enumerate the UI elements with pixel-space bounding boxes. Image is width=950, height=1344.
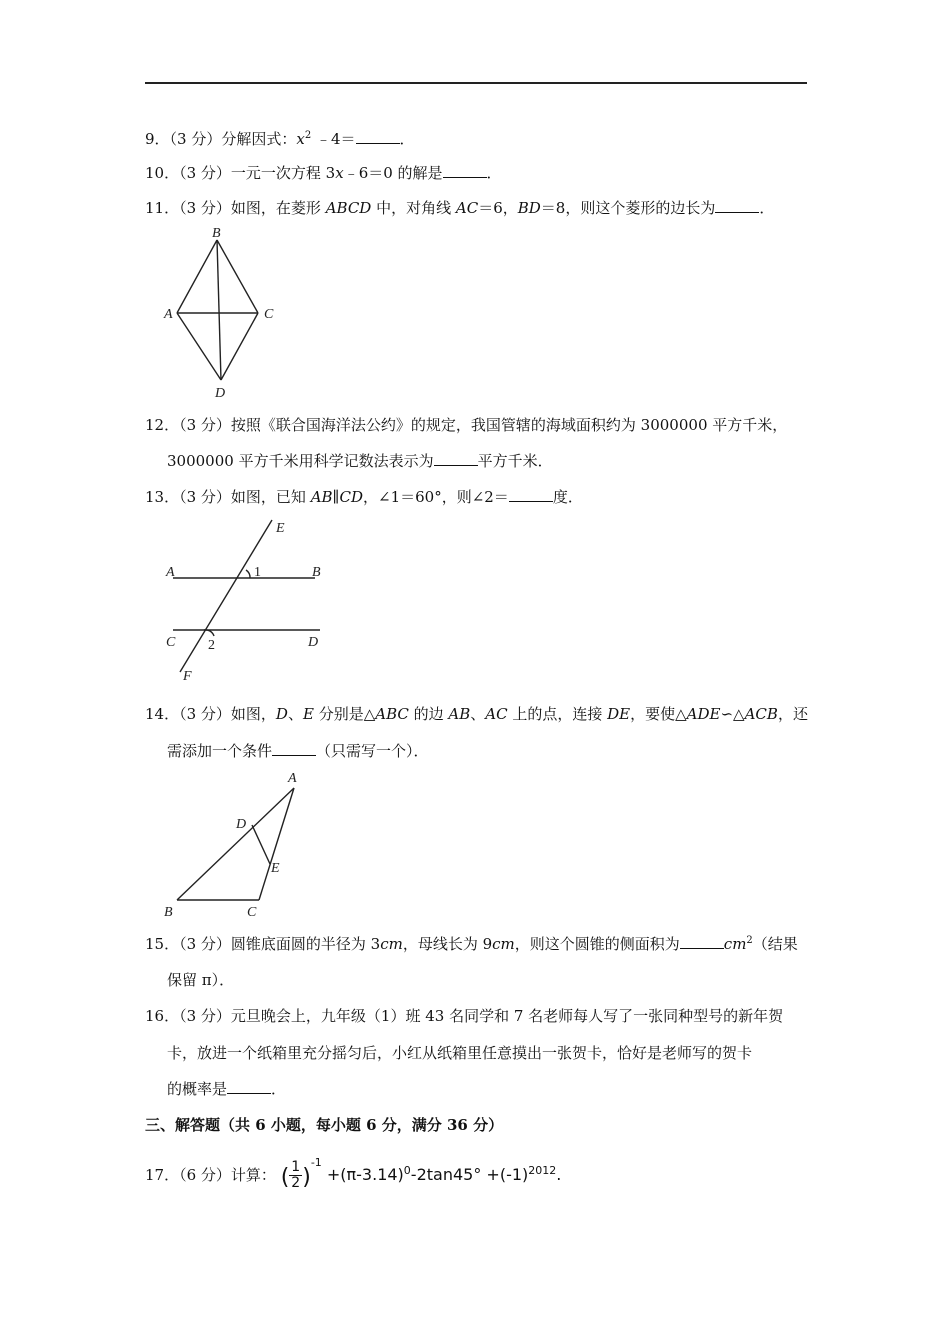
question-text: 元旦晚会上，九年级（1）班 43 名同学和 7 名老师每人写了一张同种型号的新年贺 bbox=[230, 1007, 784, 1025]
vertex-label-b: B bbox=[164, 905, 173, 920]
angle-label-1: 1 bbox=[254, 565, 261, 580]
vertex-label-c: C bbox=[247, 905, 257, 920]
question-13: 13．（3 分）如图，已知 AB∥CD，∠1＝60°，则∠2＝ 度． bbox=[145, 488, 583, 506]
question-number: 17． bbox=[145, 1166, 180, 1184]
variable: x bbox=[296, 130, 305, 148]
rhombus-figure bbox=[160, 222, 290, 402]
score: （3 分） bbox=[179, 935, 231, 953]
question-text: 分解因式： bbox=[221, 130, 297, 148]
vertex-label-b: B bbox=[212, 226, 221, 241]
question-16-line-3: 的概率是 ． bbox=[167, 1080, 287, 1098]
question-17: 17．（6 分）计算： ( $\frac{1}{2}$ )$^{-1} +(\pi-3.14)^0-2\tan 45^\circ +(-1)^{2012}$. bbox=[145, 1156, 562, 1191]
point-label-c: C bbox=[166, 635, 176, 650]
parallel-lines-figure bbox=[160, 512, 340, 687]
question-number: 16． bbox=[145, 1007, 180, 1025]
point-label-b: B bbox=[312, 565, 321, 580]
angle-label-2: 2 bbox=[208, 638, 215, 653]
point-label-d: D bbox=[236, 817, 247, 832]
transversal-ef bbox=[180, 520, 272, 672]
vertex-label-a: A bbox=[164, 307, 173, 322]
expression: ﹣4＝ bbox=[311, 130, 356, 148]
point-label-a: A bbox=[166, 565, 175, 580]
rhombus-side-cd bbox=[221, 313, 258, 380]
point-label-e: E bbox=[276, 521, 285, 536]
point-label-f: F bbox=[183, 669, 192, 684]
question-11: 11．（3 分）如图，在菱形 ABCD 中，对角线 AC＝6，BD＝8，则这个菱形的边长为 ． bbox=[145, 199, 775, 217]
question-number: 9． bbox=[145, 130, 170, 148]
answer-blank[interactable] bbox=[680, 934, 724, 949]
question-10: 10．（3 分）一元一次方程 3x﹣6＝0 的解是 ． bbox=[145, 164, 502, 182]
answer-blank[interactable] bbox=[272, 741, 316, 756]
diagonal-bd bbox=[217, 240, 221, 380]
score: （3 分） bbox=[179, 164, 231, 182]
question-text: ﹣6＝0 的解是 bbox=[343, 164, 443, 182]
answer-blank[interactable] bbox=[434, 451, 478, 466]
score: （3 分） bbox=[179, 1007, 231, 1025]
segment-de bbox=[252, 825, 270, 864]
vertex-label-d: D bbox=[215, 386, 226, 401]
score: （3 分） bbox=[179, 488, 231, 506]
question-12-line-2: 3000000 平方千米用科学记数法表示为 平方千米． bbox=[167, 452, 553, 470]
vertex-label-c: C bbox=[264, 307, 274, 322]
section-heading: 三、解答题（共 6 小题，每小题 6 分，满分 36 分） bbox=[145, 1116, 504, 1134]
rhombus-side-ad bbox=[177, 313, 221, 380]
answer-blank[interactable] bbox=[356, 129, 400, 144]
answer-blank[interactable] bbox=[509, 487, 553, 502]
angle-1-arc bbox=[246, 570, 250, 578]
question-9: 9．（3 分）分解因式：$x^2$ ﹣4＝ ． bbox=[145, 130, 415, 148]
question-number: 11． bbox=[145, 199, 180, 217]
point-label-e: E bbox=[271, 861, 280, 876]
answer-blank[interactable] bbox=[715, 198, 759, 213]
header-rule bbox=[145, 82, 807, 84]
exponent: 2 bbox=[304, 130, 312, 141]
score: （3 分） bbox=[179, 199, 231, 217]
rhombus-side-bc bbox=[217, 240, 258, 313]
question-text: 一元一次方程 3 bbox=[230, 164, 336, 182]
score: （3 分） bbox=[169, 130, 222, 148]
score: （3 分） bbox=[179, 705, 231, 723]
fraction: $\frac{1}{2}$ bbox=[291, 1159, 301, 1191]
question-number: 13． bbox=[145, 488, 180, 506]
question-number: 12． bbox=[145, 416, 180, 434]
vertex-label-a: A bbox=[288, 771, 297, 786]
answer-blank[interactable] bbox=[227, 1079, 271, 1094]
question-14: 14．（3 分）如图，D、E 分别是△ABC 的边 AB、AC 上的点，连接 DE，要使△ADE∽△ACB，还 bbox=[145, 705, 808, 723]
question-15-line-2: 保留 π）． bbox=[167, 971, 235, 989]
question-number: 10． bbox=[145, 164, 180, 182]
question-text: 按照《联合国海洋法公约》的规定，我国管辖的海域面积约为 3000000 平方千米， bbox=[230, 416, 788, 434]
question-number: 15． bbox=[145, 935, 180, 953]
score: （3 分） bbox=[179, 416, 231, 434]
answer-blank[interactable] bbox=[443, 163, 487, 178]
question-16-line-2: 卡，放进一个纸箱里充分摇匀后，小红从纸箱里任意摸出一张贺卡，恰好是老师写的贺卡 bbox=[167, 1044, 753, 1062]
triangle-figure bbox=[160, 768, 320, 923]
rhombus-side-ab bbox=[177, 240, 217, 313]
question-15: 15．（3 分）圆锥底面圆的半径为 3cm，母线长为 9cm，则这个圆锥的侧面积为 $cm^2$（结果 bbox=[145, 935, 798, 953]
variable: x bbox=[335, 164, 344, 182]
calculation-expression: ( $\frac{1}{2}$ )$^{-1} +(\pi-3.14)^0-2\tan 45^\circ +(-1)^{2012}$. bbox=[280, 1156, 562, 1191]
question-number: 14． bbox=[145, 705, 180, 723]
score: （6 分） bbox=[179, 1166, 231, 1184]
question-12 bbox=[145, 415, 787, 435]
point-label-d: D bbox=[308, 635, 319, 650]
question-16 bbox=[145, 1006, 783, 1026]
question-14-line-2: 需添加一个条件 （只需写一个）． bbox=[167, 742, 429, 760]
